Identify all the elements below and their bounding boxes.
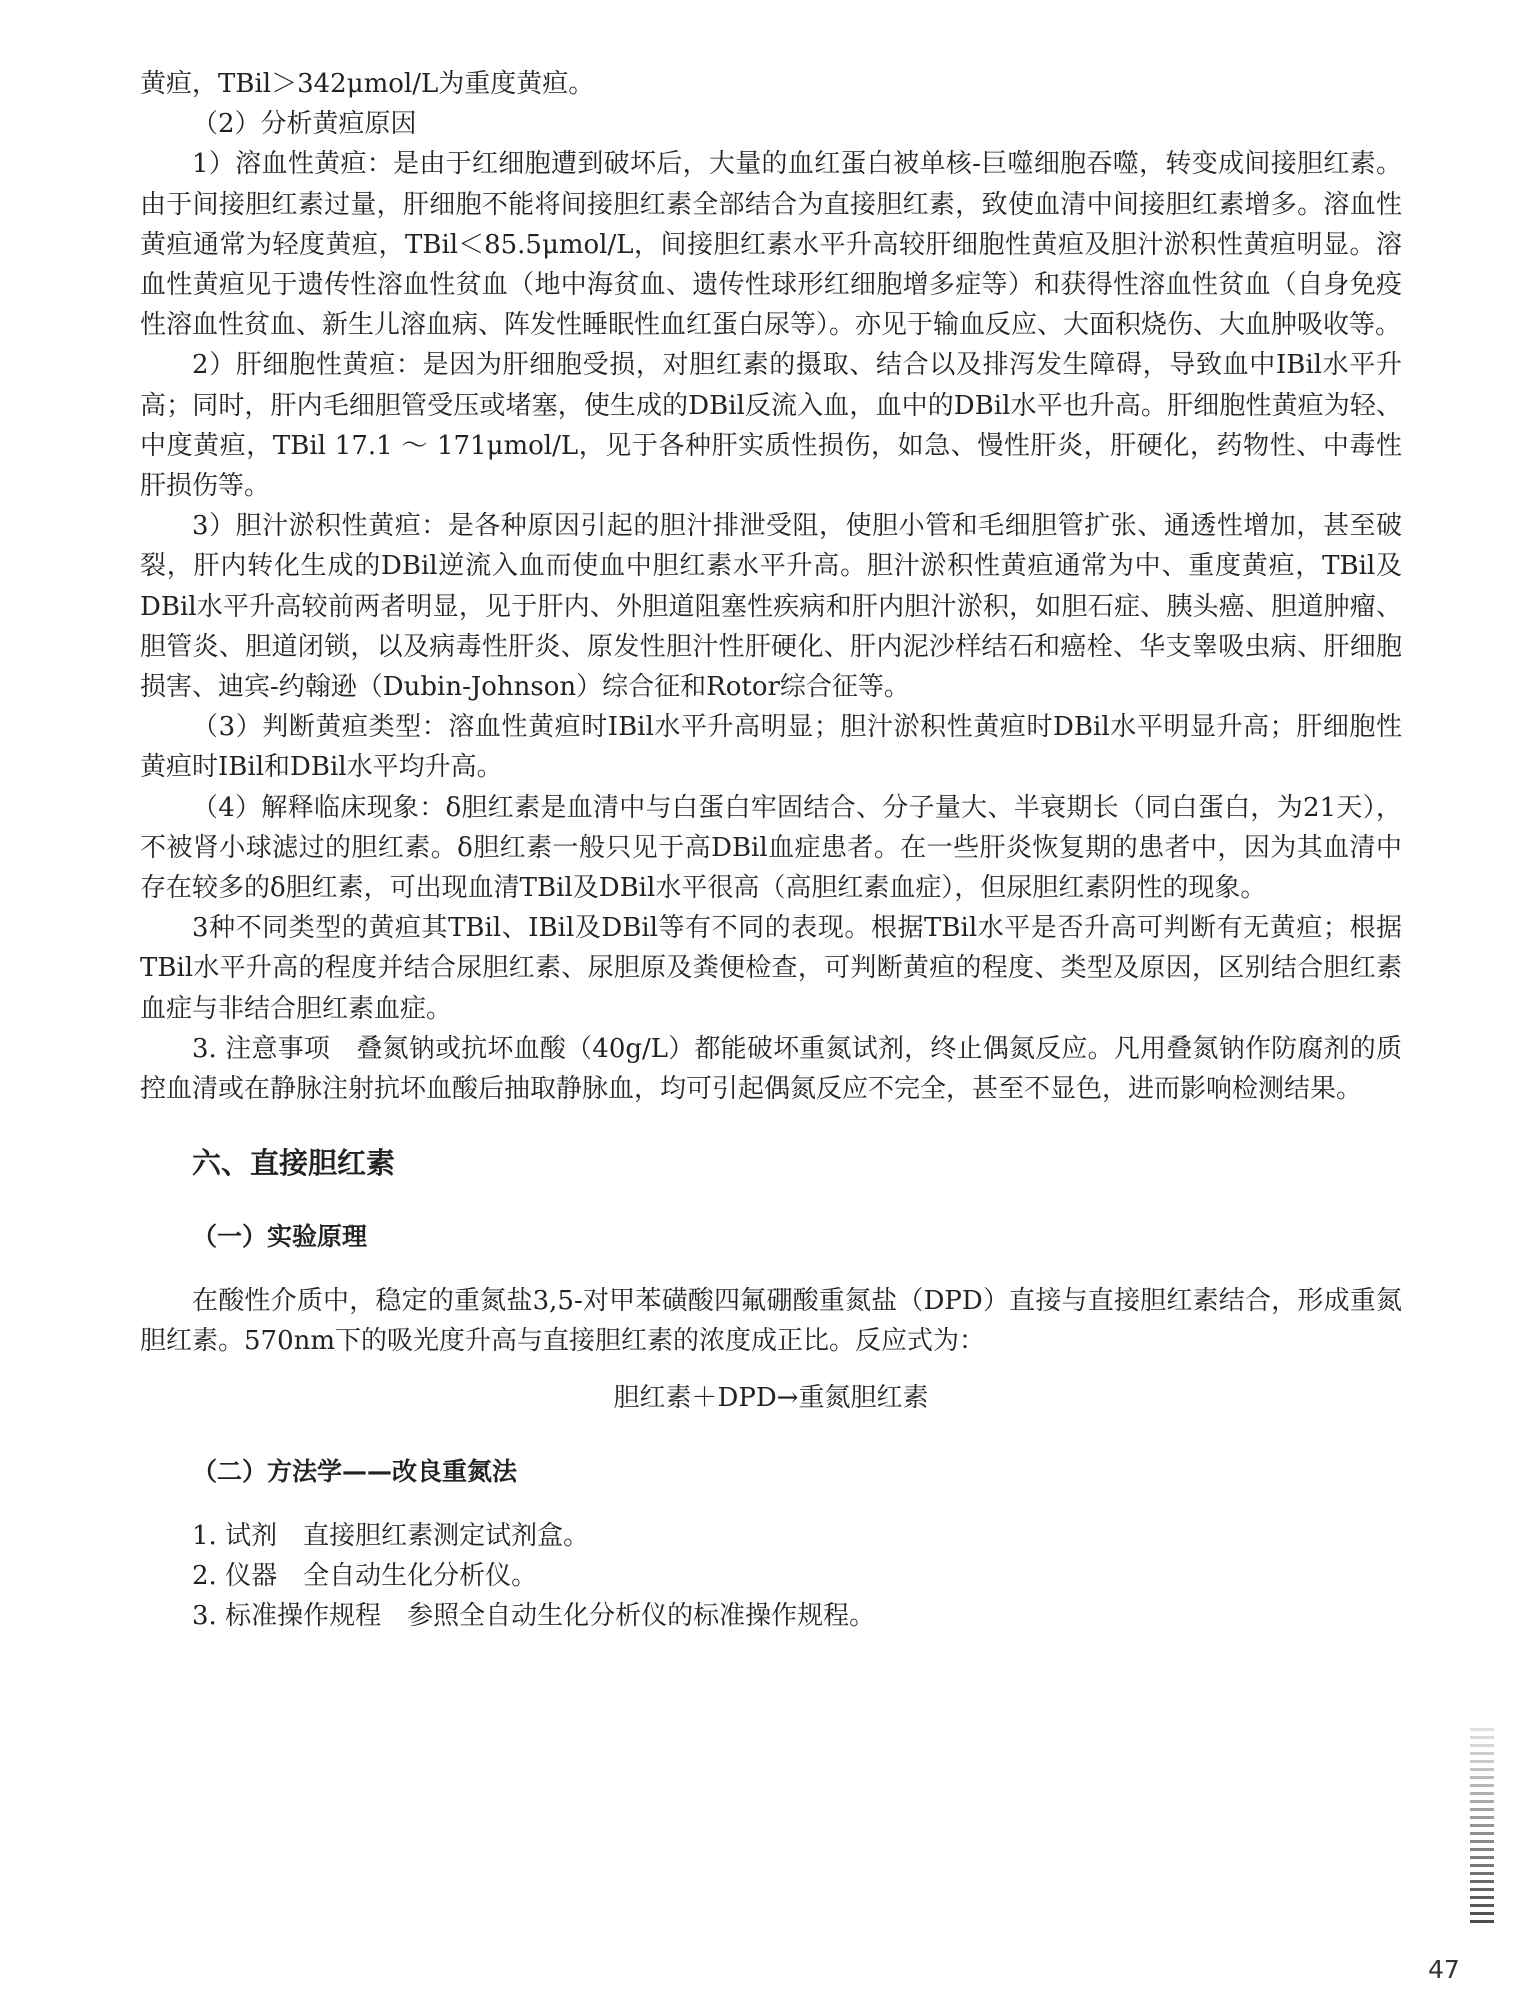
method-list [140,1516,1402,1637]
paragraph-jaundice-severity: 黄疸，TBil＞342μmol/L为重度黄疸。 [140,69,595,99]
page-number: 47 [1428,1955,1460,1984]
list-item: 2. 仪器 全自动生化分析仪。 [192,1561,538,1592]
paragraph-clinical-phenomena: （4）解释临床现象：δ胆红素是血清中与白蛋白牢固结合、分子量大、半衰期长（同白蛋白，为21天），不被肾小球滤过的胆红素。δ胆红素一般只见于高DBil血症患者。在一些肝炎恢复期的患者中，因为其血清中存在较多的δ胆红素，可出现血清TBil及DBil水平很高（高胆红素血症），但尿胆红素阴性的现象。 [140,792,1402,904]
list-item: 1. 试剂 直接胆红素测定试剂盒。 [192,1520,590,1551]
paragraph-principle: 在酸性介质中，稳定的重氮盐3,5-对甲苯磺酸四氟硼酸重氮盐（DPD）直接与直接胆红素结合，形成重氮胆红素。570nm下的吸光度升高与直接胆红素的浓度成正比。反应式为： [140,1286,1402,1357]
page-edge-marker [1470,1728,1494,1928]
subsection-principle-title: （一）实验原理 [192,1222,368,1252]
section-title: 六、直接胆红素 [192,1146,396,1181]
body-text [140,64,1402,1637]
paragraph-three-types: 3种不同类型的黄疸其TBil、IBil及DBil等有不同的表现。根据TBil水平是否升高可判断有无黄疸；根据TBil水平升高的程度并结合尿胆红素、尿胆原及粪便检查，可判断黄疸的程度、类型及原因，区别结合胆红素血症与非结合胆红素血症。 [140,913,1402,1024]
paragraph-hepatocellular-jaundice: 2）肝细胞性黄疸：是因为肝细胞受损，对胆红素的摄取、结合以及排泻发生障碍，导致血中IBil水平升高；同时，肝内毛细胆管受压或堵塞，使生成的DBil反流入血，血中的DBil水平也升高。肝细胞性黄疸为轻、中度黄疸，TBil 17.1 ～ 171μmol/L，见于各种肝实质性损伤，如急、慢性肝炎，肝硬化，药物性、中毒性肝损伤等。 [140,350,1402,502]
subsection-method-title: （二）方法学——改良重氮法 [192,1456,518,1486]
paragraph-precautions: 3. 注意事项 叠氮钠或抗坏血酸（40g/L）都能破坏重氮试剂，终止偶氮反应。凡用叠氮钠作防腐剂的质控血清或在静脉注射抗坏血酸后抽取静脉血，均可引起偶氮反应不完全，甚至不显色，进而影响检测结果。 [140,1033,1402,1105]
paragraph-hemolytic-jaundice: 1）溶血性黄疸：是由于红细胞遭到破坏后，大量的血红蛋白被单核-巨噬细胞吞噬，转变成间接胆红素。由于间接胆红素过量，肝细胞不能将间接胆红素全部结合为直接胆红素，致使血清中间接胆红素增多。溶血性黄疸通常为轻度黄疸，TBil＜85.5μmol/L，间接胆红素水平升高较肝细胞性黄疸及胆汁淤积性黄疸明显。溶血性黄疸见于遗传性溶血性贫血（地中海贫血、遗传性球形红细胞增多症等）和获得性溶血性贫血（自身免疫性溶血性贫血、新生儿溶血病、阵发性睡眠性血红蛋白尿等）。亦见于输血反应、大面积烧伤、大血肿吸收等。 [140,149,1402,341]
paragraph-cholestatic-jaundice: 3）胆汁淤积性黄疸：是各种原因引起的胆汁排泄受阻，使胆小管和毛细胆管扩张、通透性增加，甚至破裂，肝内转化生成的DBil逆流入血而使血中胆红素水平升高。胆汁淤积性黄疸通常为中、重度黄疸，TBil及DBil水平升高较前两者明显，见于肝内、外胆道阻塞性疾病和肝内胆汁淤积，如胆石症、胰头癌、胆道肿瘤、胆管炎、胆道闭锁，以及病毒性肝炎、原发性胆汁性肝硬化、肝内泥沙样结石和癌栓、华支睾吸虫病、肝细胞损害、迪宾-约翰逊（Dubin-Johnson）综合征和Rotor综合征等。 [140,511,1402,703]
reaction-equation: 胆红素＋DPD→重氮胆红素 [613,1382,929,1413]
paragraph-jaundice-type: （3）判断黄疸类型：溶血性黄疸时IBil水平升高明显；胆汁淤积性黄疸时DBil水平明显升高；肝细胞性黄疸时IBil和DBil水平均升高。 [140,712,1402,783]
heading-analyze-causes: （2）分析黄疸原因 [192,109,417,140]
list-item: 3. 标准操作规程 参照全自动生化分析仪的标准操作规程。 [192,1601,876,1632]
